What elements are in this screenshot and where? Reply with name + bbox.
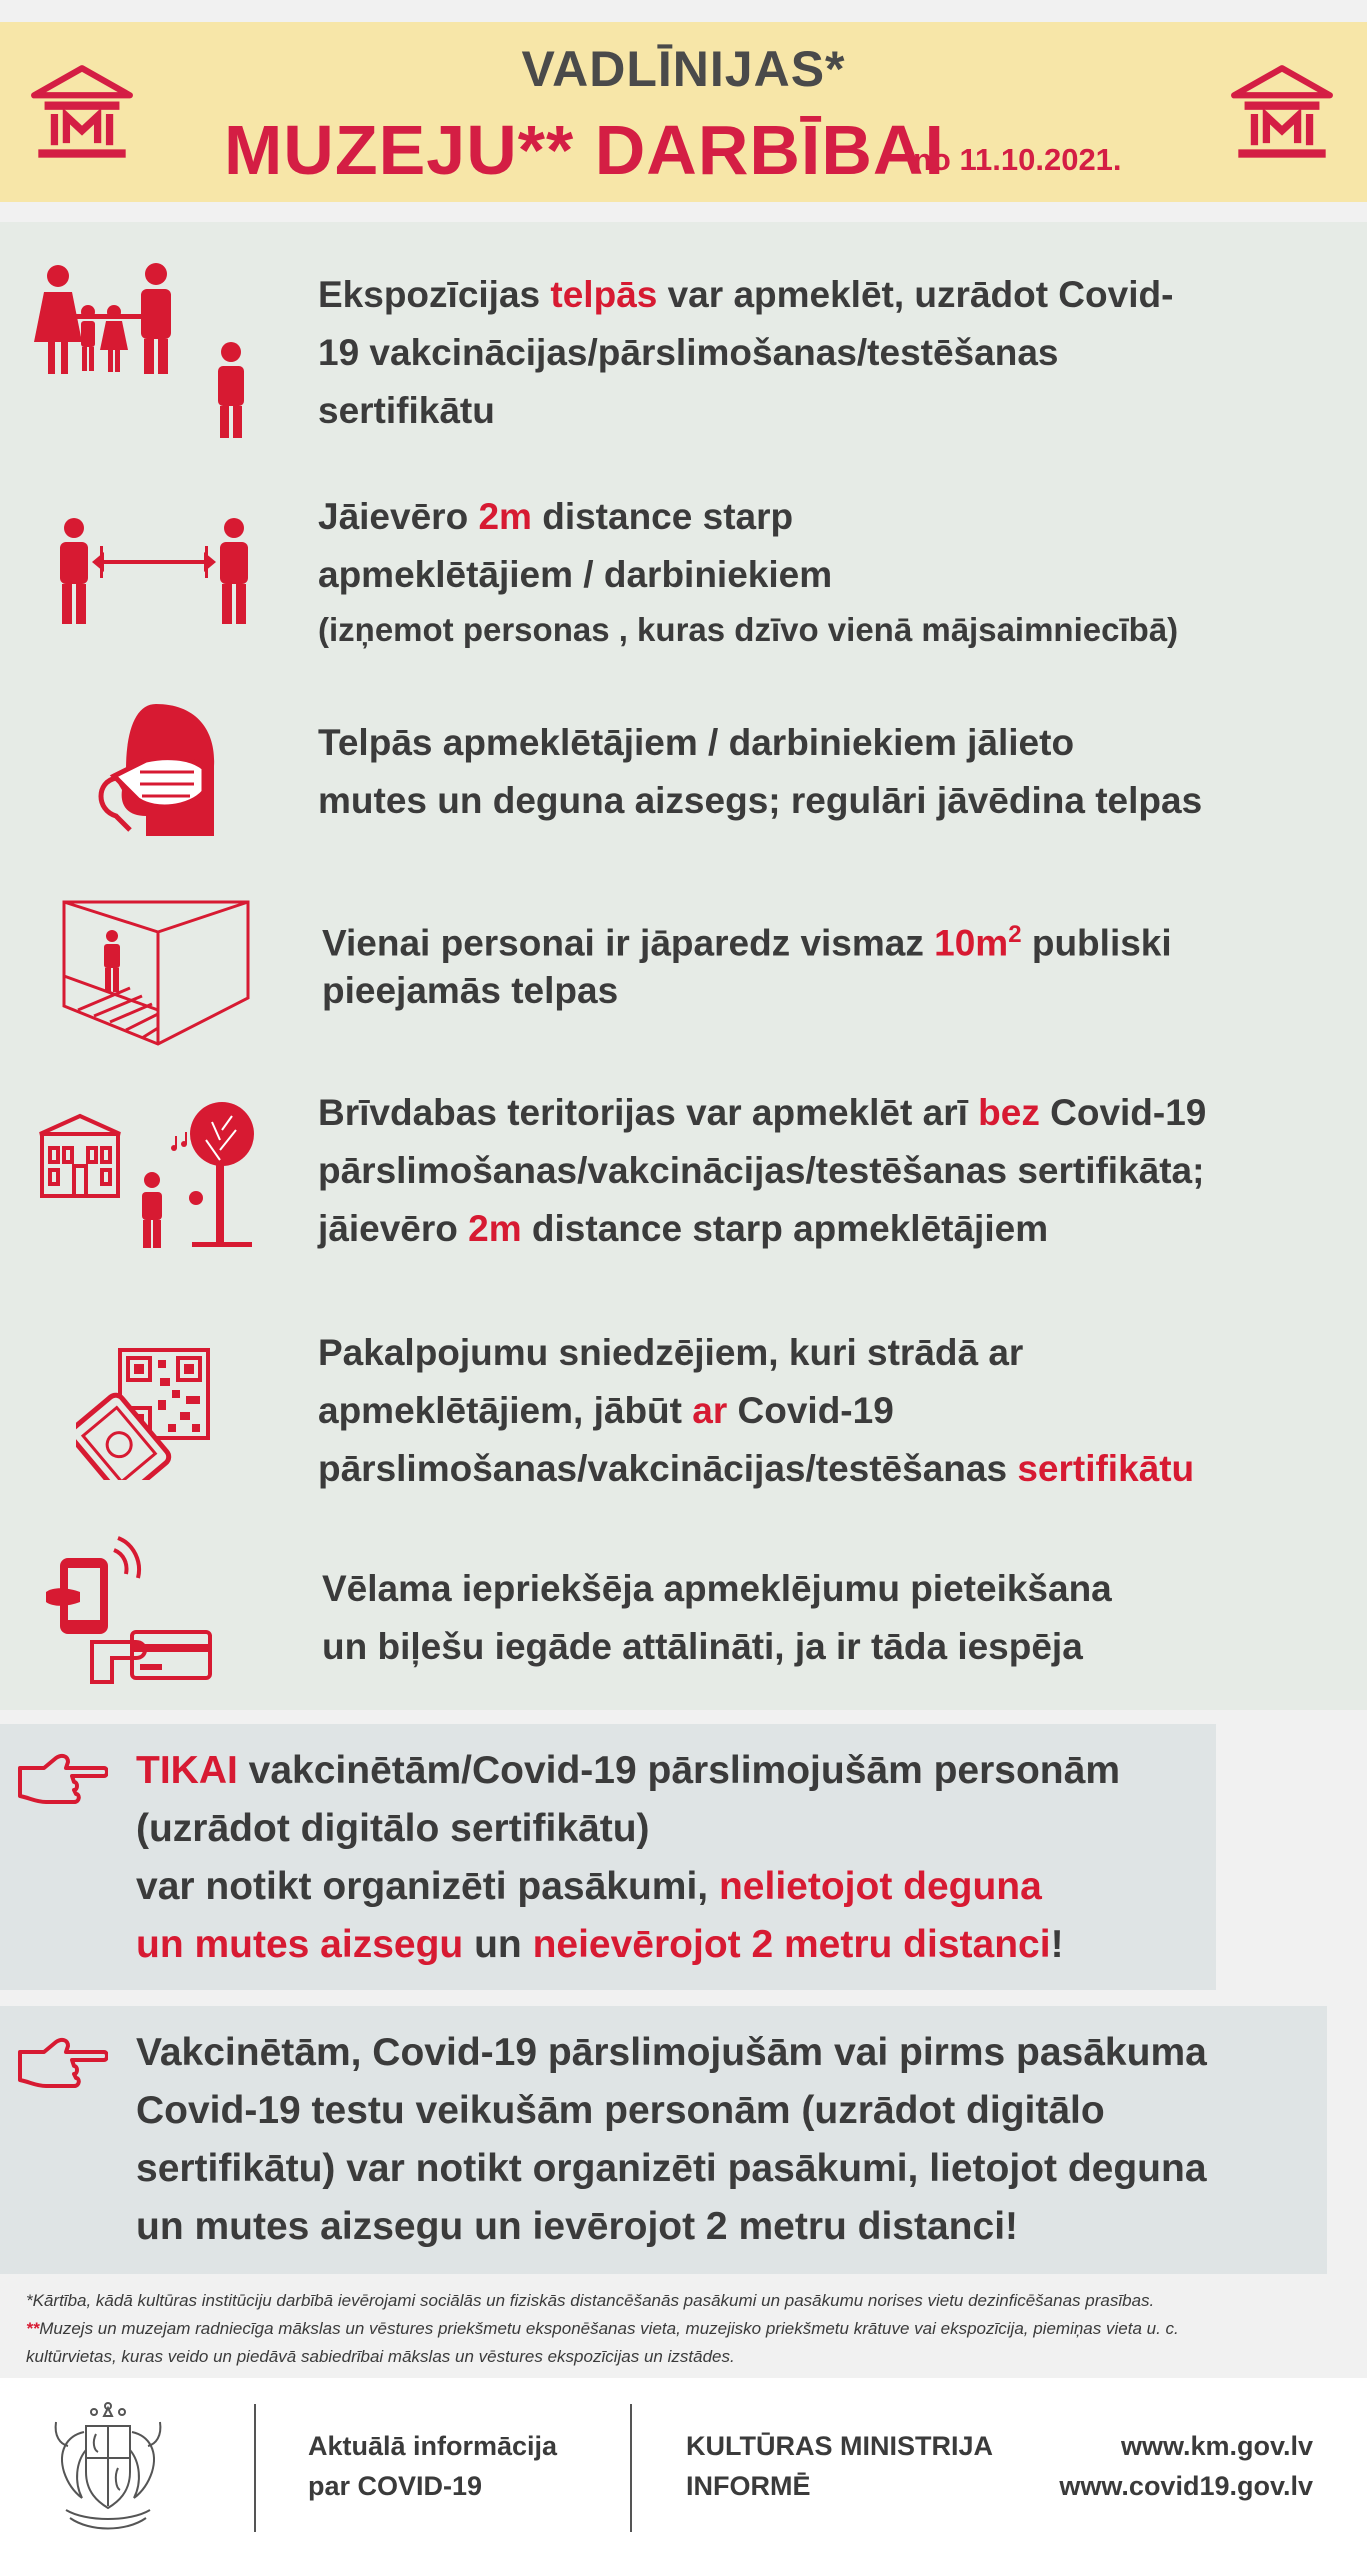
footer-info-line1: Aktuālā informācija xyxy=(308,2431,558,2461)
box1-text-line: var notikt organizēti pasākumi, nelietojot deguna xyxy=(136,1865,1042,1908)
item-text-line: mutes un deguna aizsegs; regulāri jāvēdina telpas xyxy=(318,780,1203,821)
footnote-2: **Muzejs un muzejam radniecīga mākslas un vēstures priekšmetu eksponēšanas vieta, muzejisko priekšmetu krātuve vai ekspozīcija, piemiņas vieta u. c. xyxy=(26,2319,1179,2338)
item-text-line: Vēlama iepriekšēja apmeklējumu pieteikšana xyxy=(322,1568,1112,1609)
box2-text-line: Covid-19 testu veikušām personām (uzrādot digitālo xyxy=(136,2089,1105,2132)
item-text-line: Pakalpojumu sniedzējiem, kuri strādā ar xyxy=(318,1332,1024,1373)
footer-info-line2: par COVID-19 xyxy=(308,2471,483,2501)
qr-certificate-icon xyxy=(76,1346,214,1480)
item-text-line: (izņemot personas , kuras dzīvo vienā mājsaimniecībā) xyxy=(318,611,1179,648)
box1-text-line: un mutes aizsegu un neievērojot 2 metru distanci! xyxy=(136,1923,1064,1966)
item-text-line: Telpās apmeklētājiem / darbiniekiem jālieto xyxy=(318,722,1075,763)
pointing-hand-icon xyxy=(16,2036,108,2094)
item-text-line: Vienai personai ir jāparedz vismaz $10m^2$ publiski xyxy=(322,921,1172,964)
footer-divider xyxy=(254,2404,256,2532)
family-people-icon xyxy=(26,262,256,442)
distance-2m-icon xyxy=(48,516,260,626)
header-title-line2: MUZEJU** DARBĪBAI xyxy=(224,111,945,189)
footnote-1: *Kārtība, kādā kultūras institūciju darbībā ievērojami sociālās un fiziskās distancēšanās pasākumi un pasākumu norises vietu dezinficēšanas prasības. xyxy=(26,2291,1155,2310)
room-person-icon xyxy=(58,898,254,1048)
box1-text-line: TIKAI vakcinētām/Covid-19 pārslimojušām personām xyxy=(136,1749,1120,1792)
header-date: no 11.10.2021. xyxy=(913,142,1122,177)
footer-ministry-line1: KULTŪRAS MINISTRIJA xyxy=(686,2431,993,2461)
item-text-line: Jāievēro 2m distance starp xyxy=(318,496,794,537)
item-text-line: sertifikātu xyxy=(318,390,495,431)
box2-text-line: Vakcinētām, Covid-19 pārslimojušām vai pirms pasākuma xyxy=(136,2031,1207,2074)
header-banner xyxy=(0,22,1367,202)
box1-text-line: (uzrādot digitālo sertifikātu) xyxy=(136,1807,650,1850)
box2-text-line: un mutes aizsegu un ievērojot 2 metru distanci! xyxy=(136,2205,1019,2248)
footer-url-covid19[interactable]: www.covid19.gov.lv xyxy=(1059,2471,1313,2501)
footer-url-km[interactable]: www.km.gov.lv xyxy=(1120,2431,1313,2461)
item-text-line: 19 vakcinācijas/pārslimošanas/testēšanas xyxy=(318,332,1059,373)
item-text-line: un biļešu iegāde attālināti, ja ir tāda iespēja xyxy=(322,1626,1083,1667)
item-text-line: jāievēro 2m distance starp apmeklētājiem xyxy=(318,1208,1049,1249)
footer-divider xyxy=(630,2404,632,2532)
museum-icon xyxy=(1230,62,1334,166)
face-mask-icon xyxy=(86,700,224,840)
outdoor-park-icon xyxy=(36,1100,266,1250)
item-text-line: apmeklētājiem, jābūt ar Covid-19 xyxy=(318,1390,894,1431)
item-text-line: Ekspozīcijas telpās var apmeklēt, uzrādot Covid- xyxy=(318,274,1174,315)
coat-of-arms-icon xyxy=(46,2402,170,2538)
item-text-line: pārslimošanas/vakcinācijas/testēšanas sertifikāta; xyxy=(318,1150,1205,1191)
item-text-line: pieejamās telpas xyxy=(322,970,619,1011)
phone-card-icon xyxy=(40,1532,220,1692)
box2-text-line: sertifikātu) var notikt organizēti pasākumi, lietojot deguna xyxy=(136,2147,1207,2190)
pointing-hand-icon xyxy=(16,1752,108,1810)
footnote-3: kultūrvietas, kuras veido un piedāvā sabiedrībai mākslas un vēstures ekspozīcijas un izstādes. xyxy=(26,2347,735,2366)
item-text-line: apmeklētājiem / darbiniekiem xyxy=(318,554,833,595)
item-text-line: pārslimošanas/vakcinācijas/testēšanas sertifikātu xyxy=(318,1448,1195,1489)
footer xyxy=(0,2378,1367,2560)
header-title-line1: VADLĪNIJAS* xyxy=(521,41,846,97)
item-text-line: Brīvdabas teritorijas var apmeklēt arī bez Covid-19 xyxy=(318,1092,1207,1133)
footer-ministry-line2: INFORMĒ xyxy=(686,2471,811,2501)
